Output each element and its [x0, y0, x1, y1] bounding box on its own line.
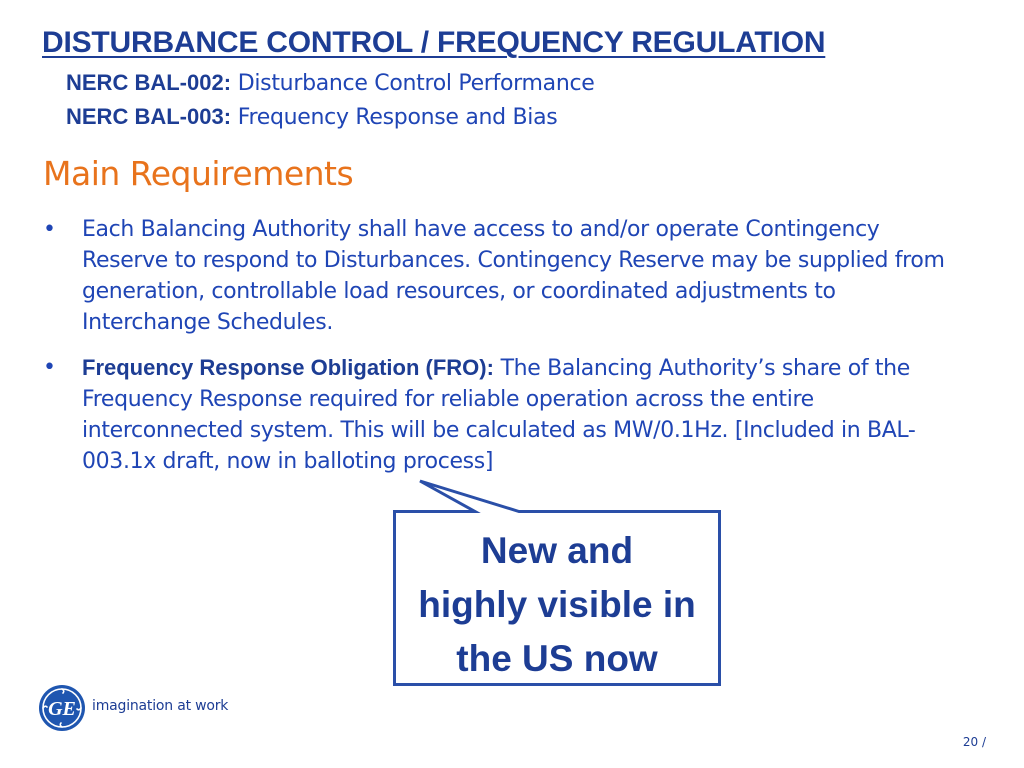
bullet-dot-icon: •: [43, 355, 56, 380]
ge-monogram-icon: [38, 684, 86, 732]
logo-lettering: GE: [48, 698, 76, 720]
tagline: imagination at work: [92, 698, 229, 714]
requirement-bullet-fro: [43, 352, 948, 477]
bullet-text: Each Balancing Authority shall have access to and/or operate Contingency Reserve to respond to Disturbances. Contingency Reserve may be supplied from generation, controllable load resources, or coordinated adjustments to Interchange Schedules.: [82, 217, 945, 335]
speech-bubble-callout: [393, 510, 721, 686]
callout-text: [393, 524, 721, 686]
bullet-dot-icon: •: [43, 217, 56, 242]
page-number: 20 /: [962, 735, 986, 749]
standard-description: Frequency Response and Bias: [237, 105, 558, 130]
standard-line-bal-003: [66, 104, 557, 130]
requirements-list: [43, 214, 948, 477]
standard-line-bal-002: [66, 70, 595, 96]
section-heading: Main Requirements: [43, 154, 354, 193]
requirement-bullet-contingency-reserve: [43, 214, 948, 338]
standard-code: NERC BAL-002:: [66, 70, 232, 95]
callout-line: the US now: [456, 638, 658, 679]
standard-code: NERC BAL-003:: [66, 104, 232, 129]
slide-title: DISTURBANCE CONTROL / FREQUENCY REGULATION: [42, 26, 826, 59]
standard-description: Disturbance Control Performance: [237, 71, 595, 96]
callout-line: highly visible in: [418, 584, 696, 625]
callout-line: New and: [480, 530, 634, 571]
bullet-lead: Frequency Response Obligation (FRO):: [82, 355, 494, 380]
bullet-text: The Balancing Authority’s share of the Frequency Response required for reliable operation across the entire interconnected system. This will be calculated as MW/0.1Hz. [Included in BAL-003.1x draft, now in balloting process]: [82, 356, 916, 474]
